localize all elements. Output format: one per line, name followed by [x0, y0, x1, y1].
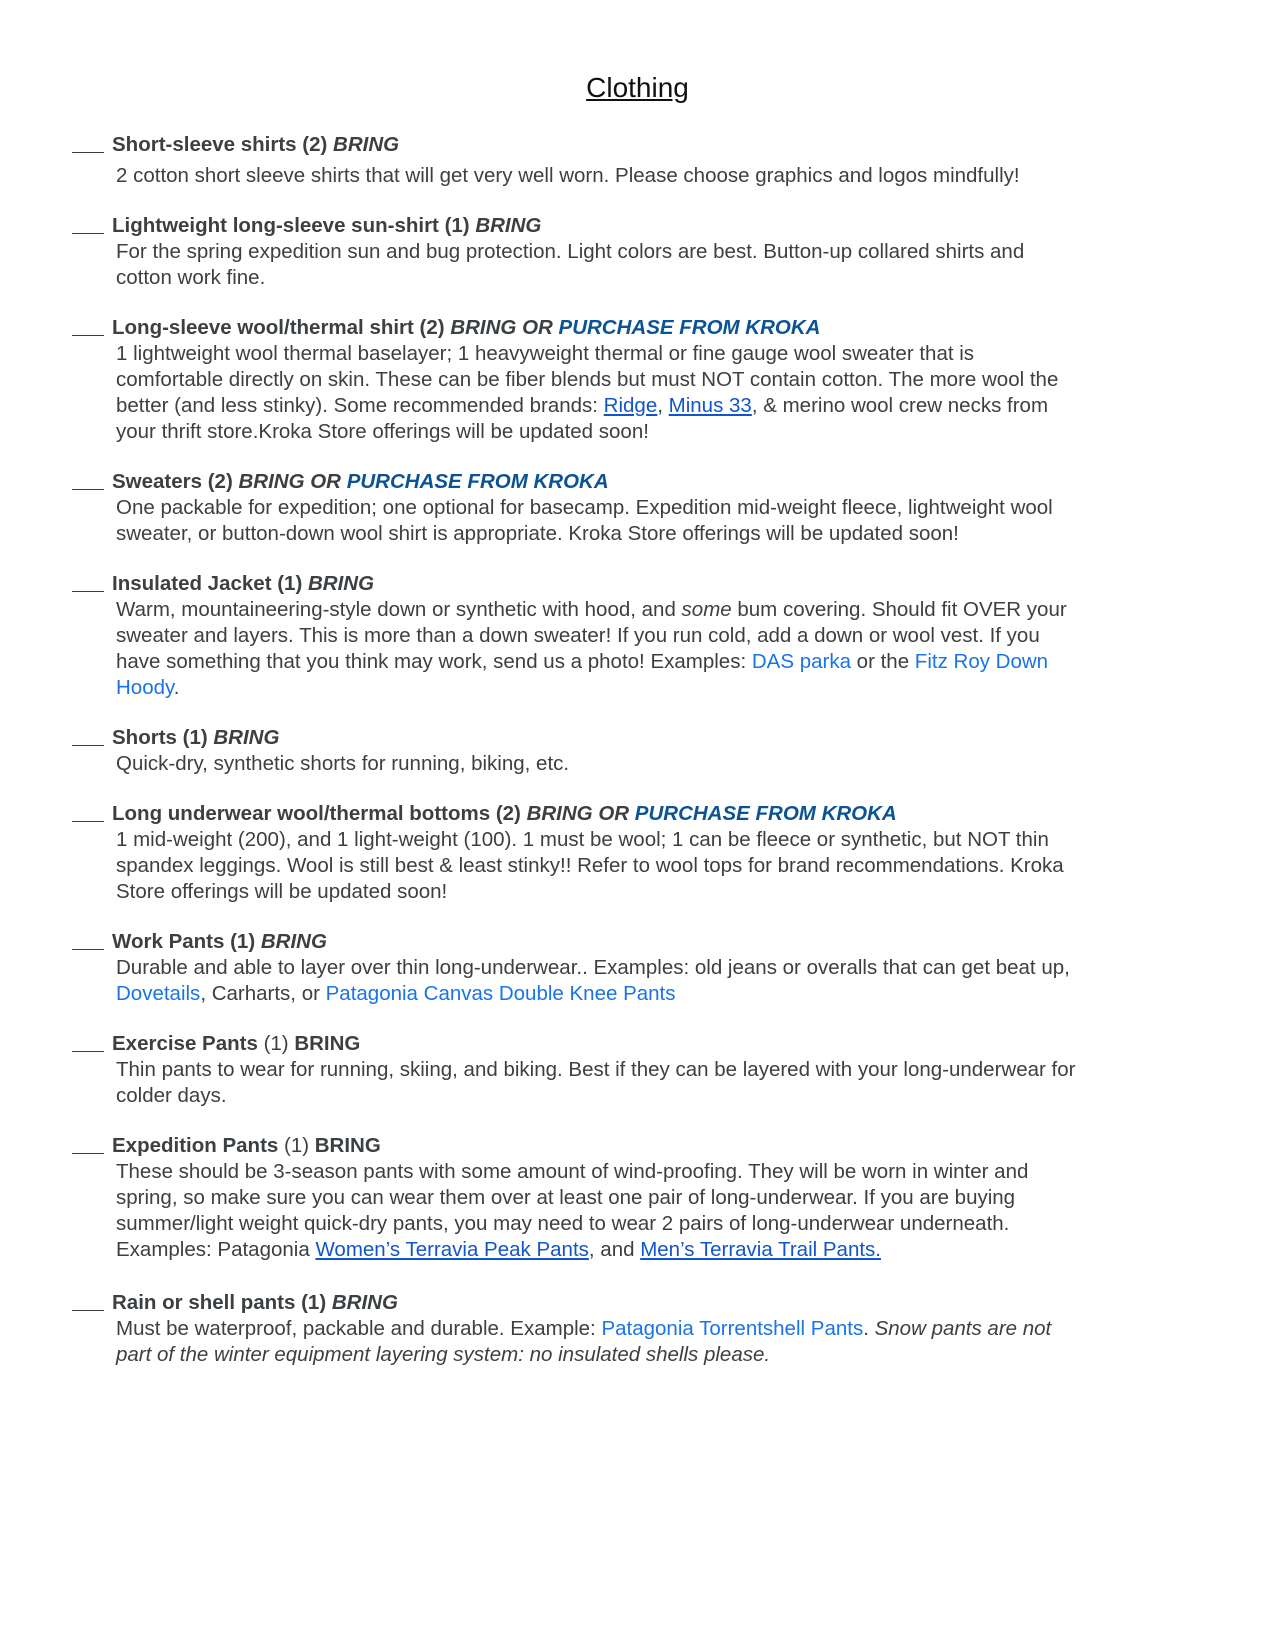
checkbox-blank-line[interactable]: [72, 132, 104, 153]
checkbox-blank-line[interactable]: [72, 929, 104, 950]
text-run: spring, so make sure you can wear them over at least one pair of long-underwear. If you are buying: [116, 1186, 1016, 1209]
description-line: [116, 1057, 1212, 1083]
text-run: Short-sleeve shirts (2): [112, 133, 334, 156]
item-heading: [112, 571, 1212, 597]
text-run: PURCHASE FROM KROKA: [558, 316, 821, 339]
item-description: [116, 1159, 1212, 1263]
link[interactable]: Women’s Terravia Peak Pants: [315, 1238, 589, 1261]
text-run: sweater and layers. This is more than a down sweater! If you run cold, add a down or wool vest. If you: [116, 624, 1040, 647]
text-run: PURCHASE FROM KROKA: [346, 470, 609, 493]
item-description: [116, 827, 1212, 905]
checklist-item: [72, 1133, 1212, 1263]
text-run: or the: [850, 650, 915, 673]
description-line: [116, 367, 1212, 393]
text-run: Durable and able to layer over thin long-underwear.. Examples: old jeans or overalls that can get beat up,: [116, 956, 1070, 979]
text-run: BRING: [331, 1291, 398, 1314]
text-run: These should be 3-season pants with some amount of wind-proofing. They will be worn in winter and: [116, 1160, 1029, 1183]
text-run: spandex leggings. Wool is still best & least stinky!! Refer to wool tops for brand recommendations. Kroka: [116, 854, 1064, 877]
checkbox-blank-line[interactable]: [72, 469, 104, 490]
text-run: Shorts (1): [112, 726, 214, 749]
item-heading: [112, 213, 1212, 239]
text-run: comfortable directly on skin. These can be fiber blends but must NOT contain cotton. The more wool the: [116, 368, 1059, 391]
text-run: One packable for expedition; one optional for basecamp. Expedition mid-weight fleece, lightweight wool: [116, 496, 1053, 519]
checkbox-blank-line[interactable]: [72, 801, 104, 822]
description-line: [116, 827, 1212, 853]
checklist-item: [72, 725, 1212, 777]
text-run: BRING OR: [526, 802, 635, 825]
item-heading: [112, 469, 1212, 495]
description-line: [116, 521, 1212, 547]
text-run: Snow pants are not: [874, 1317, 1052, 1340]
checkbox-blank-line[interactable]: [72, 315, 104, 336]
text-run: Work Pants (1): [112, 930, 261, 953]
description-line: [116, 853, 1212, 879]
item-heading: [112, 1133, 1212, 1159]
clothing-checklist: [72, 132, 1212, 1392]
link[interactable]: DAS parka: [751, 650, 851, 673]
description-line: [116, 393, 1212, 419]
text-run: Expedition Pants: [112, 1134, 284, 1157]
link[interactable]: Hoody: [116, 676, 174, 699]
text-run: bum covering. Should fit OVER your: [731, 598, 1067, 621]
text-run: PURCHASE FROM KROKA: [634, 802, 897, 825]
item-description: [116, 1057, 1212, 1109]
link[interactable]: Men’s Terravia Trail Pants: [640, 1238, 876, 1261]
text-run: Rain or shell pants (1): [112, 1291, 332, 1314]
text-run: Insulated Jacket (1): [112, 572, 308, 595]
description-line: [116, 1237, 1212, 1263]
description-line: [116, 751, 1212, 777]
checklist-item: [72, 571, 1212, 701]
checkbox-blank-line[interactable]: [72, 1133, 104, 1154]
text-run: Quick-dry, synthetic shorts for running, biking, etc.: [116, 752, 570, 775]
text-run: Lightweight long-sleeve sun-shirt (1): [112, 214, 476, 237]
item-description: [116, 495, 1212, 547]
text-run: Warm, mountaineering-style down or synthetic with hood, and: [116, 598, 682, 621]
description-line: [116, 341, 1212, 367]
checklist-item: [72, 469, 1212, 547]
text-run: BRING OR: [238, 470, 347, 493]
text-run: , Carharts, or: [200, 982, 326, 1005]
description-line: [116, 675, 1212, 701]
checkbox-blank-line[interactable]: [72, 725, 104, 746]
description-line: [116, 597, 1212, 623]
checklist-item: [72, 1290, 1212, 1368]
item-description: [116, 1316, 1212, 1368]
text-run: sweater, or button-down wool shirt is appropriate. Kroka Store offerings will be updated soon!: [116, 522, 959, 545]
description-line: [116, 239, 1212, 265]
text-run: your thrift store.Kroka Store offerings will be updated soon!: [116, 420, 649, 443]
checkbox-blank-line[interactable]: [72, 1031, 104, 1052]
link[interactable]: Minus 33: [668, 394, 752, 417]
link[interactable]: Patagonia Torrentshell Pants: [601, 1317, 864, 1340]
link[interactable]: Dovetails: [116, 982, 201, 1005]
checkbox-blank-line[interactable]: [72, 1290, 104, 1311]
text-run: cotton work fine.: [116, 266, 266, 289]
item-description: [116, 163, 1212, 189]
description-line: [116, 265, 1212, 291]
text-run: Sweaters (2): [112, 470, 239, 493]
page-title: Clothing: [586, 72, 689, 103]
text-run: BRING: [475, 214, 542, 237]
text-run: For the spring expedition sun and bug protection. Light colors are best. Button-up collared shirts and: [116, 240, 1025, 263]
text-run: .: [863, 1317, 875, 1340]
description-line: [116, 1159, 1212, 1185]
item-heading: [112, 725, 1212, 751]
text-run: Examples: Patagonia: [116, 1238, 316, 1261]
description-line: [116, 1316, 1212, 1342]
text-run: BRING: [333, 133, 400, 156]
description-line: [116, 981, 1212, 1007]
item-heading: [112, 315, 1212, 341]
checklist-item: [72, 1031, 1212, 1109]
description-line: [116, 1342, 1212, 1368]
text-run: Long-sleeve wool/thermal shirt (2): [112, 316, 451, 339]
item-description: [116, 751, 1212, 777]
item-heading: [112, 132, 1212, 158]
link[interactable]: Fitz Roy Down: [914, 650, 1049, 673]
text-run: Long underwear wool/thermal bottoms (2): [112, 802, 527, 825]
item-description: [116, 955, 1212, 1007]
text-run: Must be waterproof, packable and durable. Example:: [116, 1317, 602, 1340]
description-line: [116, 1185, 1212, 1211]
description-line: [116, 623, 1212, 649]
text-run: part of the winter equipment layering system: no insulated shells please.: [116, 1343, 771, 1366]
text-run: (1): [284, 1134, 315, 1157]
link[interactable]: Patagonia Canvas Double Knee Pants: [325, 982, 676, 1005]
text-run: 1 mid-weight (200), and 1 light-weight (100). 1 must be wool; 1 can be fleece or synthetic, but NOT thin: [116, 828, 1049, 851]
text-run: Store offerings will be updated soon!: [116, 880, 448, 903]
description-line: [116, 649, 1212, 675]
item-heading: [112, 1290, 1212, 1316]
text-run: , & merino wool crew necks from: [751, 394, 1049, 417]
checkbox-blank-line[interactable]: [72, 571, 104, 592]
text-run: 2 cotton short sleeve shirts that will get very well worn. Please choose graphics and logos mindfully!: [116, 164, 1020, 187]
description-line: [116, 1211, 1212, 1237]
item-description: [116, 597, 1212, 701]
item-description: [116, 239, 1212, 291]
text-run: colder days.: [116, 1084, 227, 1107]
checklist-item: [72, 801, 1212, 905]
link[interactable]: .: [875, 1238, 881, 1261]
item-heading: [112, 1031, 1212, 1057]
checklist-item: [72, 213, 1212, 291]
description-line: [116, 955, 1212, 981]
text-run: Exercise Pants: [112, 1032, 264, 1055]
text-run: some: [681, 598, 732, 621]
checklist-item: [72, 132, 1212, 189]
checkbox-blank-line[interactable]: [72, 213, 104, 234]
description-line: [116, 419, 1212, 445]
checklist-item: [72, 929, 1212, 1007]
text-run: BRING: [294, 1032, 361, 1055]
text-run: have something that you think may work, send us a photo! Examples:: [116, 650, 752, 673]
text-run: BRING: [307, 572, 375, 595]
description-line: [116, 163, 1212, 189]
description-line: [116, 1083, 1212, 1109]
checklist-item: [72, 315, 1212, 445]
text-run: ,: [657, 394, 669, 417]
item-heading: [112, 929, 1212, 955]
item-heading: [112, 801, 1212, 827]
description-line: [116, 879, 1212, 905]
text-run: summer/light weight quick-dry pants, you may need to wear 2 pairs of long-underwear underneath.: [116, 1212, 1010, 1235]
text-run: .: [173, 676, 180, 699]
text-run: BRING: [213, 726, 280, 749]
text-run: BRING: [260, 930, 327, 953]
link[interactable]: Ridge: [603, 394, 658, 417]
text-run: BRING: [314, 1134, 381, 1157]
description-line: [116, 495, 1212, 521]
text-run: 1 lightweight wool thermal baselayer; 1 heavyweight thermal or fine gauge wool sweater that is: [116, 342, 975, 365]
text-run: Thin pants to wear for running, skiing, and biking. Best if they can be layered with your long-underwear for: [116, 1058, 1076, 1081]
text-run: , and: [588, 1238, 641, 1261]
text-run: BRING OR: [450, 316, 559, 339]
item-description: [116, 341, 1212, 445]
text-run: (1): [263, 1032, 295, 1055]
text-run: better (and less stinky). Some recommended brands:: [116, 394, 604, 417]
